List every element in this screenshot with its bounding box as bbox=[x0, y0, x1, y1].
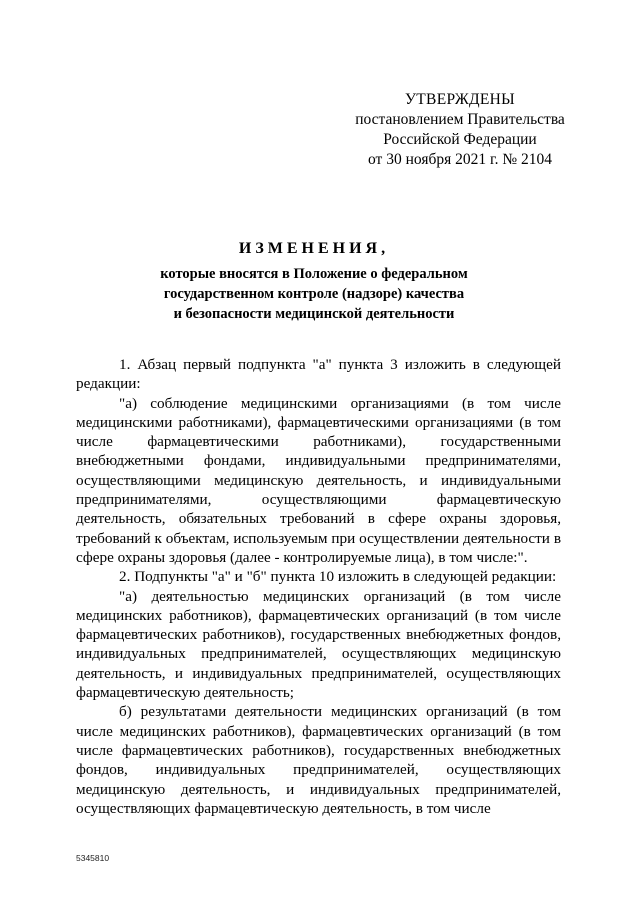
paragraph-subitem-b: б) результатами деятельности медицинских организаций (в том числе медицинских работников), фармацевтических организаций (в том числе фармацевтических работников), государственных внебюджетных фондов, индивидуальных предпринимателей, осуществляющих медицинскую деятельность, и индивидуальных предпринимателей, осуществляющих фармацевтическую деятельность, в том числе bbox=[76, 703, 561, 817]
approval-stamp bbox=[330, 90, 590, 170]
heading-subtitle-line-3: и безопасности медицинской деятельности bbox=[173, 306, 455, 322]
approval-line-1: постановлением Правительства bbox=[355, 111, 565, 128]
document-heading bbox=[100, 238, 528, 324]
approval-line-2: Российской Федерации bbox=[383, 131, 537, 148]
heading-title: ИЗМЕНЕНИЯ, bbox=[238, 240, 390, 257]
heading-subtitle-line-1: которые вносятся в Положение о федеральном bbox=[160, 266, 468, 282]
paragraph-quote-a: "а) соблюдение медицинскими организациями (в том числе медицинскими работниками), фармацевтическими организациями (в том числе фармацевтическими работниками), государственными внебюджетными фондами, индивидуальными предпринимателями, осуществляющими медицинскую деятельность, и индивидуальными предпринимателями, осуществляющими фармацевтическую деятельность, обязательных требований в сфере охраны здоровья, требований к объектам, используемым при осуществлении деятельности в сфере охраны здоровья (далее - контролируемые лица), в том числе:". bbox=[76, 394, 561, 566]
approval-title: УТВЕРЖДЕНЫ bbox=[405, 91, 515, 108]
approval-line-3: от 30 ноября 2021 г. № 2104 bbox=[368, 151, 552, 168]
document-body bbox=[76, 355, 561, 818]
document-code: 5345810 bbox=[76, 853, 110, 863]
paragraph-item-2: 2. Подпункты "а" и "б" пункта 10 изложить в следующей редакции: bbox=[119, 568, 557, 586]
paragraph-item-1: 1. Абзац первый подпункта "а" пункта 3 изложить в следующей редакции: bbox=[76, 356, 561, 393]
paragraph-subitem-a: "а) деятельностью медицинских организаций (в том числе медицинских работников), фармацевтических организаций (в том числе фармацевтических работников), государственных внебюджетных фондов, индивидуальных предпринимателей, осуществляющих медицинскую деятельность, и индивидуальных предпринимателей, осуществляющих фармацевтическую деятельность; bbox=[76, 587, 561, 702]
heading-subtitle-line-2: государственном контроле (надзоре) качества bbox=[163, 286, 465, 302]
